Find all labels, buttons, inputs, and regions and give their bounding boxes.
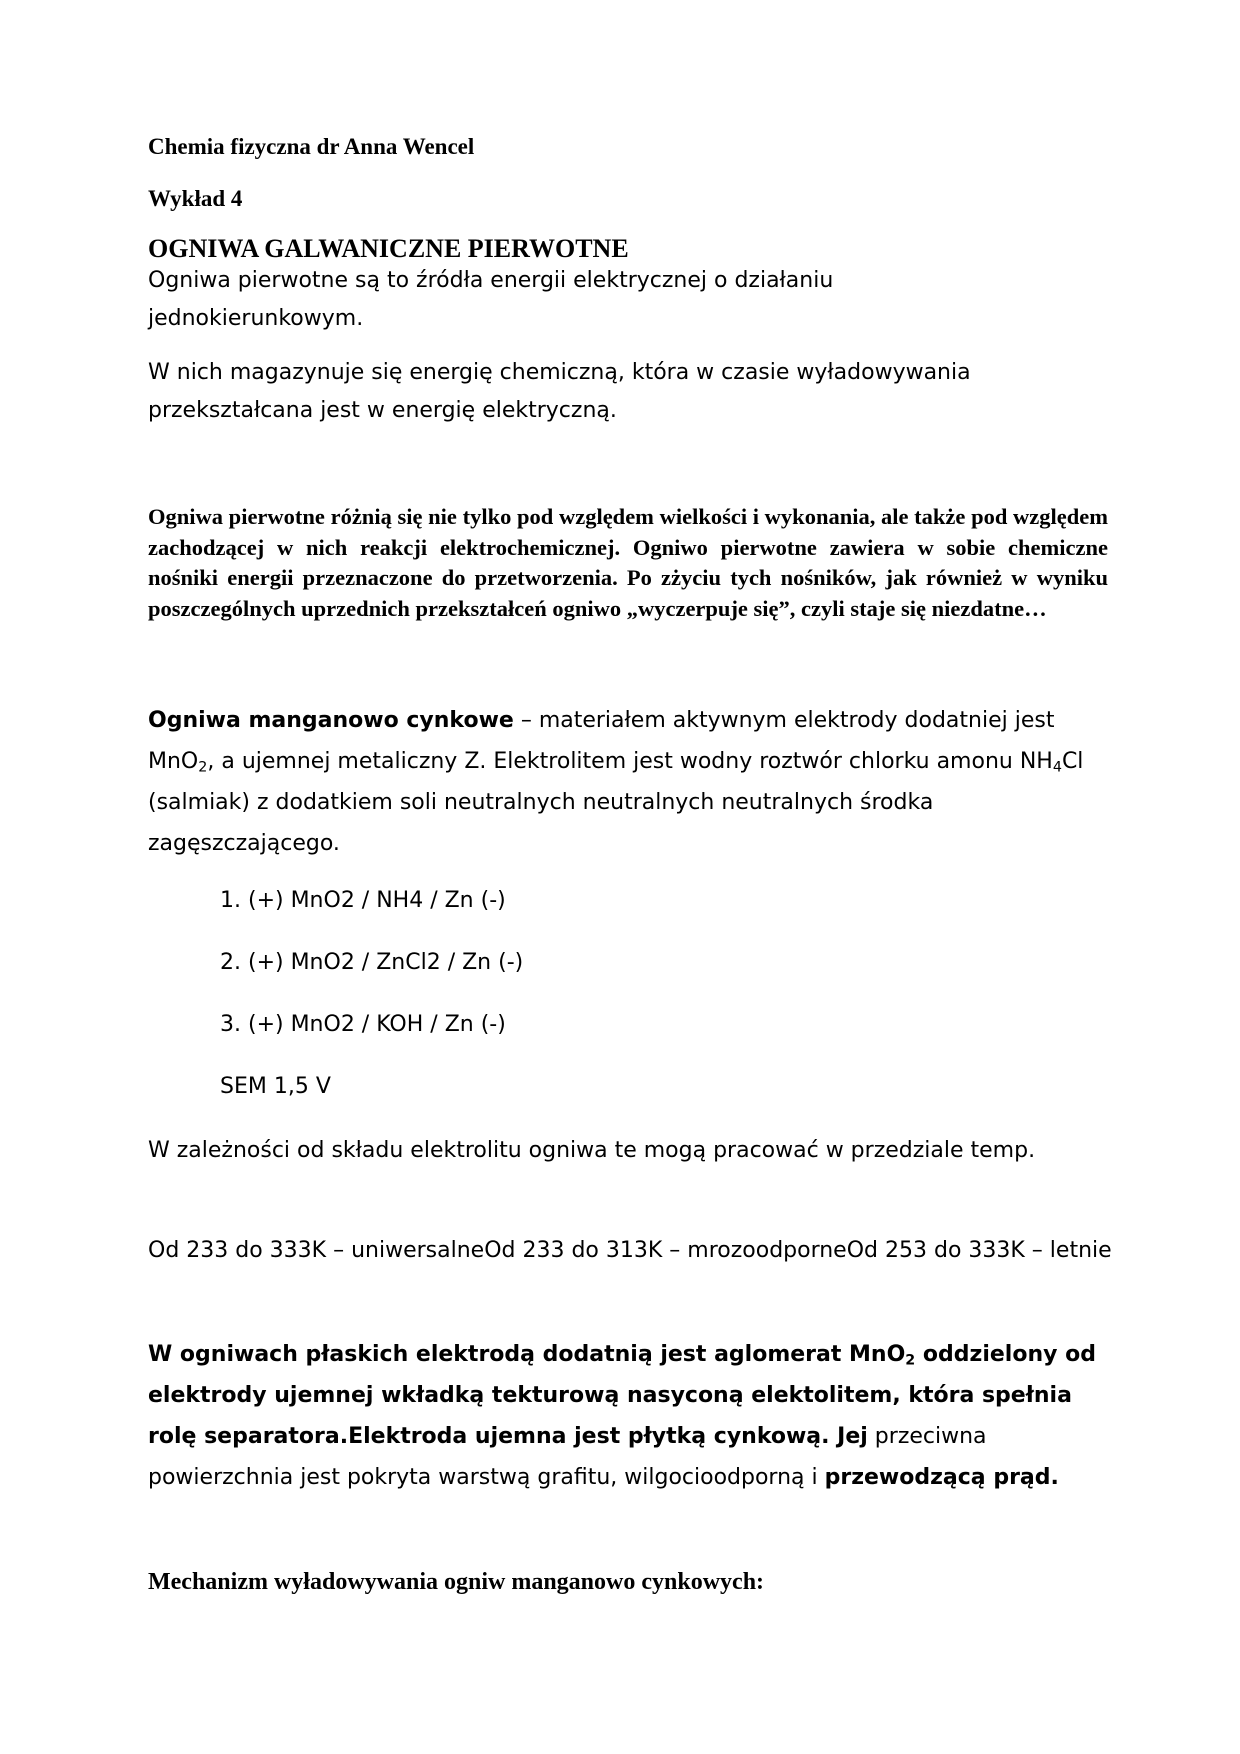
lecture-number: Wykład 4 (148, 186, 243, 211)
cell-item-1: 1. (+) MnO2 / NH4 / Zn (-) (220, 888, 506, 913)
flat-text-bold-1: W ogniwach płaskich elektrodą dodatnią jest aglomerat MnO (148, 1342, 906, 1367)
course-header: Chemia fizyczna dr Anna Wencel (148, 134, 475, 159)
intro-paragraph-1: Ogniwa pierwotne są to źródła energii elektrycznej o działaniu jednokierunkowym. (148, 268, 834, 331)
temperature-paragraph: W zależności od składu elektrolitu ogniwa te mogą pracować w przedziale temp. (148, 1138, 1036, 1163)
flat-text-regular: przeciwna powierzchnia jest pokryta warstwą grafitu, wilgocioodporną i (148, 1424, 987, 1490)
mechanism-heading: Mechanizm wyładowywania ogniw manganowo cynkowych: (148, 1569, 765, 1595)
nh4-subscript: 4 (1052, 759, 1062, 776)
mn-zn-text-2: , a ujemnej metaliczny Z. Elektrolitem jest wodny roztwór chlorku amonu NH (207, 749, 1053, 774)
cell-item-2: 2. (+) MnO2 / ZnCl2 / Zn (-) (220, 950, 524, 975)
flat-cells-paragraph (148, 1334, 1113, 1498)
temperature-ranges: Od 233 do 333K – uniwersalneOd 233 do 313K – mrozoodporneOd 253 do 333K – letnie (148, 1238, 1112, 1263)
sem-value: SEM 1,5 V (220, 1074, 331, 1099)
mn-zn-text-3: Cl (salmiak) z dodatkiem soli neutralnych neutralnych neutralnych środka zagęszczającego. (148, 749, 1084, 856)
flat-text-bold-3: przewodzącą prąd. (824, 1465, 1059, 1490)
cell-item-3: 3. (+) MnO2 / KOH / Zn (-) (220, 1012, 506, 1037)
mno2-subscript: 2 (198, 759, 208, 776)
manganese-zinc-paragraph (148, 700, 1108, 864)
bold-paragraph: Ogniwa pierwotne różnią się nie tylko pod względem wielkości i wykonania, ale także pod względem zachodzącej w nich reakcji elektrochemicznej. Ogniwo pierwotne zawiera w sobie chemiczne nośniki energii przeznaczone do przetworzenia. Po zżyciu tych nośników, jak również w wyniku poszczególnych uprzednich przekształceń ogniwo „wyczerpuje się”, czyli staje się niezdatne… (148, 504, 1108, 621)
mn-zn-text-1: – materiałem aktywnym elektrody dodatniej jest MnO (148, 708, 1055, 774)
manganese-zinc-term: Ogniwa manganowo cynkowe (148, 708, 514, 733)
flat-text-bold-2: oddzielony od elektrody ujemnej wkładką tekturową nasyconą elektolitem, która spełnia rolę separatora.Elektroda ujemna jest płytką cynkową. Jej (148, 1342, 1096, 1449)
flat-mno2-subscript: 2 (905, 1352, 916, 1369)
intro-paragraph-2: W nich magazynuje się energię chemiczną, która w czasie wyładowywania przekształcana jest w energię elektryczną. (148, 360, 971, 423)
section-title: OGNIWA GALWANICZNE PIERWOTNE (148, 234, 629, 263)
